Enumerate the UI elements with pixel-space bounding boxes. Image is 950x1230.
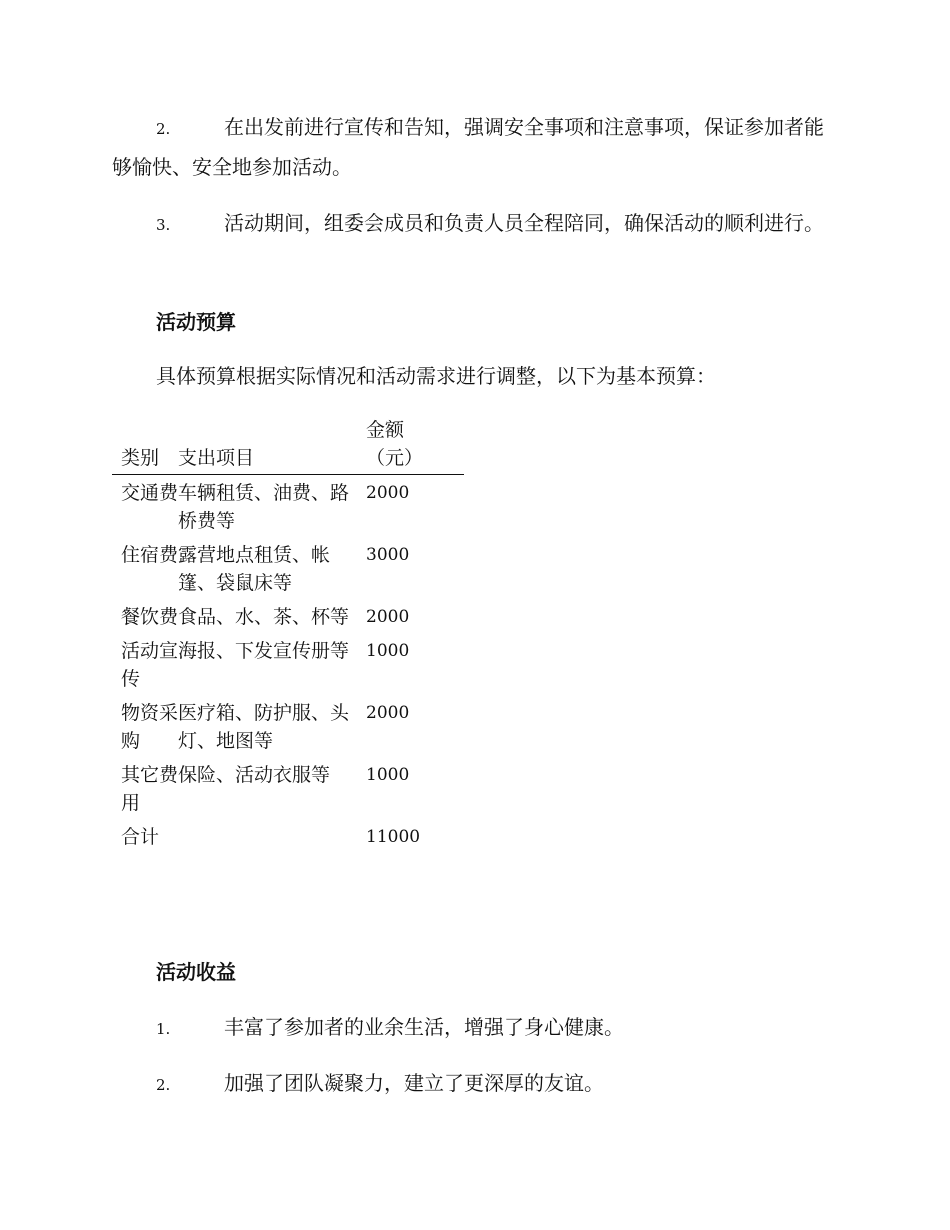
list-text: 加强了团队凝聚力，建立了更深厚的友谊。 <box>224 1071 604 1095</box>
list-text: 活动期间，组委会成员和负责人员全程陪同，确保活动的顺利进行。 <box>224 211 824 235</box>
cell-category: 住宿费 <box>121 544 179 566</box>
list-number: 2. <box>156 1076 171 1094</box>
table-row <box>112 475 464 538</box>
table-total-row <box>112 819 464 853</box>
cell-amount: 2000 <box>366 703 410 723</box>
table-row <box>112 599 464 633</box>
table-row <box>112 695 464 757</box>
cell-category: 活动宣传 <box>121 640 179 690</box>
table-header-row <box>112 416 464 475</box>
cell-category: 物资采购 <box>121 702 179 752</box>
cell-item: 露营地点租赁、帐篷、袋鼠床等 <box>178 544 331 594</box>
list-number: 3. <box>156 216 171 234</box>
cell-item: 保险、活动衣服等 <box>178 764 331 786</box>
cell-category: 餐饮费 <box>121 606 179 628</box>
list-item <box>112 1008 834 1048</box>
cell-category: 其它费用 <box>121 764 179 814</box>
list-item <box>112 108 834 186</box>
budget-intro: 具体预算根据实际情况和活动需求进行调整，以下为基本预算： <box>156 364 716 388</box>
cell-item: 车辆租赁、油费、路桥费等 <box>178 482 350 532</box>
header-category: 类别 <box>112 416 178 475</box>
cell-amount: 1000 <box>366 641 410 661</box>
table-row <box>112 633 464 695</box>
list-text: 丰富了参加者的业余生活，增强了身心健康。 <box>224 1015 624 1039</box>
budget-table <box>112 416 464 853</box>
cell-amount: 2000 <box>366 483 410 503</box>
table-row <box>112 757 464 819</box>
list-number: 1. <box>156 1020 171 1038</box>
cell-item: 海报、下发宣传册等 <box>178 640 350 662</box>
section-heading-benefits: 活动收益 <box>156 960 236 984</box>
header-amount: 金额（元） <box>366 419 424 469</box>
cell-amount: 1000 <box>366 765 410 785</box>
cell-item: 医疗箱、防护服、头灯、地图等 <box>178 702 350 752</box>
cell-amount: 11000 <box>366 827 421 847</box>
cell-category: 交通费 <box>121 482 179 504</box>
cell-amount: 2000 <box>366 607 410 627</box>
list-text: 在出发前进行宣传和告知，强调安全事项和注意事项，保证参加者能够愉快、安全地参加活动。 <box>112 115 824 179</box>
list-item <box>112 1064 834 1104</box>
cell-amount: 3000 <box>366 545 410 565</box>
cell-category: 合计 <box>121 826 160 848</box>
cell-item: 食品、水、茶、杯等 <box>178 606 350 628</box>
list-number: 2. <box>156 120 171 138</box>
list-item <box>112 204 834 244</box>
section-heading-budget: 活动预算 <box>156 310 236 334</box>
header-item: 支出项目 <box>178 416 366 475</box>
table-row <box>112 537 464 599</box>
cell-item <box>178 819 366 853</box>
